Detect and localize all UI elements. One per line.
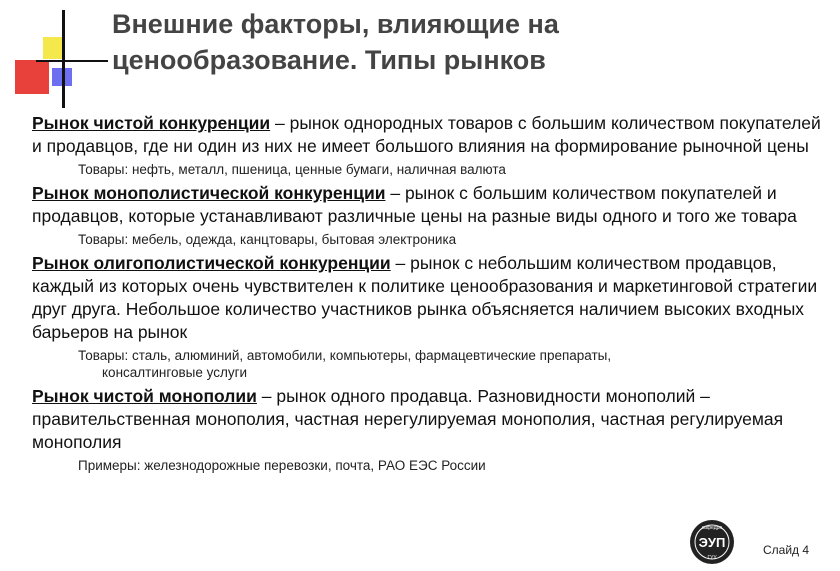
slide-number: Слайд 4 xyxy=(763,543,810,557)
market-term: Рынок олигополистической конкуренции xyxy=(32,253,391,273)
examples-line: Товары: мебель, одежда, канцтовары, бытовая электроника xyxy=(78,232,457,247)
market-description xyxy=(32,385,822,454)
department-logo xyxy=(684,518,740,566)
examples-line: Товары: сталь, алюминий, автомобили, компьютеры, фармацевтические препараты, xyxy=(78,348,612,363)
red-square xyxy=(15,60,49,94)
examples-line: Товары: нефть, металл, пшеница, ценные бумаги, наличная валюта xyxy=(78,162,506,177)
horizontal-line xyxy=(36,60,108,62)
market-description xyxy=(32,252,822,344)
market-item xyxy=(32,385,822,474)
market-description xyxy=(32,182,822,228)
market-term: Рынок чистой конкуренции xyxy=(32,113,271,133)
market-examples xyxy=(78,231,822,248)
logo-center-text: ЭУП xyxy=(698,535,726,550)
title-line-2: ценообразование. Типы рынков xyxy=(112,45,546,75)
market-description xyxy=(32,112,822,158)
corner-decoration xyxy=(0,0,110,110)
examples-line-continued: консалтинговые услуги xyxy=(102,365,248,380)
market-term: Рынок чистой монополии xyxy=(32,386,257,406)
market-item xyxy=(32,252,822,381)
market-examples xyxy=(78,347,822,381)
logo-bottom-text: ГУУ xyxy=(707,555,717,561)
market-definition: – рынок одного продавца. Разновидности монополий – правительственная монополия, частная нерегулируемая монополия, частная регулируемая монополия xyxy=(32,386,784,452)
market-examples xyxy=(78,161,822,178)
slide-title xyxy=(112,6,812,78)
examples-line: Примеры: железнодорожные перевозки, почта, РАО ЕЭС России xyxy=(78,458,486,473)
market-item xyxy=(32,112,822,178)
markets-list xyxy=(32,112,822,478)
market-term: Рынок монополистической конкуренции xyxy=(32,183,386,203)
market-definition: – рынок с небольшим количеством продавцов, каждый из которых очень чувствителен к политике ценообразования и маркетинговой стратегии друг друга. Небольшое количество участников рынка объясняется наличием высоких входных барьеров на рынок xyxy=(32,253,818,342)
market-definition: – рынок однородных товаров с большим количеством покупателей и продавцов, где ни один из них не имеет большого влияния на формирование рыночной цены xyxy=(32,113,821,156)
title-line-1: Внешние факторы, влияющие на xyxy=(112,9,559,39)
vertical-line xyxy=(62,10,65,108)
market-item xyxy=(32,182,822,248)
market-definition: – рынок с большим количеством покупателей и продавцов, которые устанавливают различные цены на разные виды одного и того же товара xyxy=(32,183,797,226)
market-examples xyxy=(78,457,822,474)
logo-emblem-icon xyxy=(684,518,740,566)
logo-top-text: кафедра xyxy=(701,525,723,531)
